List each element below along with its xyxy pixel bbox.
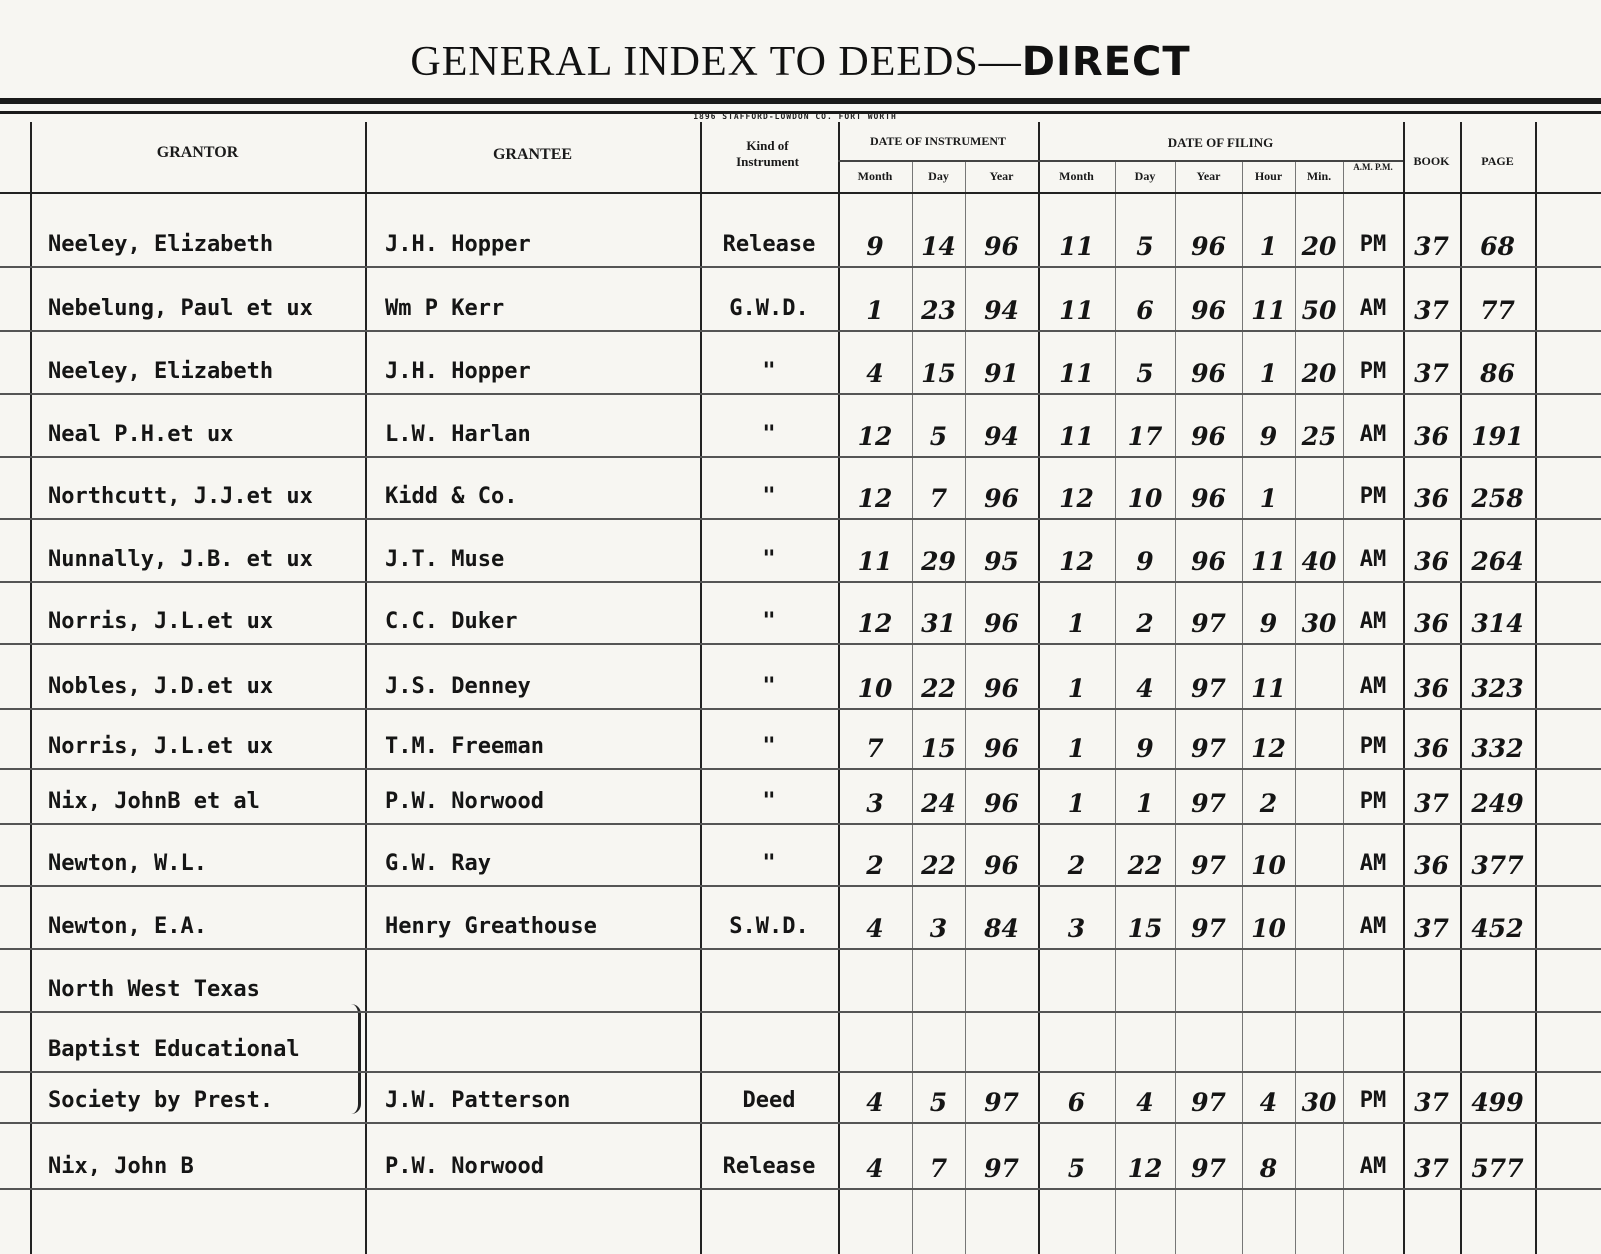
- page-title: [0, 38, 1601, 98]
- filing-month-cell: 1: [1067, 789, 1086, 818]
- instrument-day-cell: 22: [921, 674, 956, 703]
- filing-year-cell: 97: [1191, 674, 1226, 703]
- instrument-month-cell: 10: [857, 674, 893, 703]
- grantee-cell: J.W. Patterson: [385, 1088, 571, 1113]
- row-rule: [0, 1011, 1601, 1013]
- book-cell: 36: [1414, 484, 1449, 513]
- filing-hour-cell: 11: [1251, 296, 1286, 325]
- grantor-cell: North West Texas: [48, 977, 260, 1002]
- page-cell: 323: [1471, 674, 1524, 703]
- am-pm-cell: AM: [1359, 296, 1387, 321]
- instrument-year-cell: 97: [984, 1154, 1019, 1183]
- grantor-cell: Northcutt, J.J.et ux: [48, 484, 313, 509]
- instrument-day-cell: 31: [921, 609, 956, 638]
- kind-cell: ": [762, 674, 776, 699]
- filing-hour-cell: 9: [1259, 609, 1278, 638]
- filing-month-cell: 6: [1067, 1088, 1086, 1117]
- header-subrule: [838, 160, 1403, 162]
- filing-year-cell: 97: [1191, 734, 1226, 763]
- filing-day-cell: 15: [1127, 914, 1163, 943]
- grantee-cell: L.W. Harlan: [385, 422, 531, 447]
- header-rule-thick: [0, 98, 1601, 104]
- book-cell: 36: [1414, 547, 1449, 576]
- book-cell: 36: [1414, 851, 1449, 880]
- grantee-cell: P.W. Norwood: [385, 789, 544, 814]
- grantor-cell: Newton, E.A.: [48, 914, 207, 939]
- filing-hour-cell: 4: [1259, 1088, 1278, 1117]
- page-cell: 191: [1471, 422, 1524, 451]
- kind-cell: Release: [722, 232, 816, 257]
- am-pm-cell: PM: [1359, 232, 1387, 257]
- kind-cell: ": [762, 851, 776, 876]
- instrument-month-cell: 4: [866, 1088, 884, 1117]
- header-page: PAGE: [1481, 154, 1514, 168]
- row-rule: [0, 456, 1601, 458]
- row-rule: [0, 885, 1601, 887]
- filing-day-cell: 9: [1136, 734, 1154, 763]
- grantor-cell: Neal P.H.et ux: [48, 422, 234, 447]
- row-rule: [0, 643, 1601, 645]
- grantor-cell: Neeley, Elizabeth: [48, 232, 274, 257]
- kind-cell: ": [762, 734, 776, 759]
- book-cell: 36: [1414, 422, 1449, 451]
- instrument-month-cell: 4: [866, 359, 884, 388]
- filing-month-cell: 5: [1067, 1154, 1086, 1183]
- filing-year-cell: 97: [1191, 609, 1226, 638]
- grantee-cell: Wm P Kerr: [385, 296, 505, 321]
- page-cell: 264: [1471, 547, 1524, 576]
- filing-day-cell: 1: [1136, 789, 1154, 818]
- filing-month-cell: 2: [1067, 851, 1086, 880]
- row-rule: [0, 518, 1601, 520]
- kind-cell: ": [762, 359, 776, 384]
- book-cell: 37: [1414, 914, 1449, 943]
- filing-year-cell: 96: [1191, 359, 1226, 388]
- filing-hour-cell: 10: [1251, 851, 1286, 880]
- filing-month-cell: 12: [1059, 484, 1094, 513]
- am-pm-cell: AM: [1359, 1154, 1387, 1179]
- kind-cell: S.W.D.: [729, 914, 809, 939]
- filing-year-cell: 97: [1191, 1154, 1226, 1183]
- filing-minute-cell: 20: [1301, 359, 1337, 388]
- header-filing-day: Day: [1134, 169, 1156, 183]
- filing-month-cell: 11: [1059, 359, 1094, 388]
- filing-month-cell: 1: [1067, 609, 1086, 638]
- am-pm-cell: PM: [1359, 359, 1387, 384]
- grantor-brace: [348, 1004, 361, 1114]
- header-hour: Hour: [1254, 169, 1283, 183]
- grantor-cell: Baptist Educational: [48, 1037, 300, 1062]
- row-rule: [0, 266, 1601, 268]
- filing-month-cell: 11: [1059, 232, 1094, 261]
- filing-hour-cell: 12: [1251, 734, 1286, 763]
- grantor-cell: Newton, W.L.: [48, 851, 207, 876]
- instrument-year-cell: 96: [984, 789, 1019, 818]
- grantor-cell: Nebelung, Paul et ux: [48, 296, 313, 321]
- page-cell: 249: [1471, 789, 1524, 818]
- am-pm-cell: AM: [1359, 547, 1387, 572]
- filing-day-cell: 17: [1127, 422, 1163, 451]
- kind-cell: ": [762, 484, 776, 509]
- row-rule: [0, 1188, 1601, 1190]
- grantee-cell: T.M. Freeman: [385, 734, 544, 759]
- instrument-year-cell: 94: [984, 422, 1019, 451]
- filing-month-cell: 11: [1059, 296, 1094, 325]
- filing-minute-cell: 50: [1301, 296, 1337, 325]
- instrument-day-cell: 15: [921, 734, 956, 763]
- header-grantor: GRANTOR: [156, 144, 239, 161]
- grantee-cell: P.W. Norwood: [385, 1154, 544, 1179]
- instrument-day-cell: 5: [929, 422, 948, 451]
- am-pm-cell: PM: [1359, 484, 1387, 509]
- instrument-day-cell: 7: [929, 484, 948, 513]
- instrument-year-cell: 96: [984, 484, 1019, 513]
- kind-cell: ": [762, 609, 776, 634]
- book-cell: 37: [1414, 232, 1449, 261]
- filing-day-cell: 10: [1127, 484, 1163, 513]
- instrument-month-cell: 7: [866, 734, 884, 763]
- instrument-day-cell: 15: [921, 359, 956, 388]
- filing-year-cell: 97: [1191, 789, 1226, 818]
- row-rule: [0, 581, 1601, 583]
- am-pm-cell: AM: [1359, 674, 1387, 699]
- grantor-cell: Norris, J.L.et ux: [48, 609, 274, 634]
- filing-hour-cell: 1: [1259, 484, 1278, 513]
- instrument-day-cell: 5: [929, 1088, 948, 1117]
- header-instrument-year: Year: [989, 169, 1014, 183]
- filing-year-cell: 96: [1191, 232, 1226, 261]
- filing-year-cell: 96: [1191, 422, 1226, 451]
- am-pm-cell: AM: [1359, 851, 1387, 876]
- grantee-cell: Kidd & Co.: [385, 484, 518, 509]
- instrument-month-cell: 12: [857, 609, 893, 638]
- filing-minute-cell: 30: [1301, 1088, 1337, 1117]
- grantee-cell: J.S. Denney: [385, 674, 531, 699]
- book-cell: 37: [1414, 359, 1449, 388]
- row-rule: [0, 393, 1601, 395]
- filing-day-cell: 5: [1136, 359, 1154, 388]
- instrument-year-cell: 96: [984, 734, 1019, 763]
- instrument-year-cell: 94: [984, 296, 1019, 325]
- book-cell: 37: [1414, 1088, 1449, 1117]
- am-pm-cell: PM: [1359, 734, 1387, 759]
- header-filing-month: Month: [1059, 169, 1094, 183]
- filing-day-cell: 9: [1136, 547, 1154, 576]
- filing-day-cell: 5: [1136, 232, 1154, 261]
- book-cell: 36: [1414, 734, 1449, 763]
- kind-cell: Deed: [742, 1088, 796, 1113]
- instrument-day-cell: 7: [929, 1154, 948, 1183]
- header-instrument-month: Month: [857, 169, 893, 183]
- header-date-of-instrument: DATE OF INSTRUMENT: [869, 134, 1006, 148]
- filing-day-cell: 22: [1127, 851, 1163, 880]
- printer-imprint: 1896 STAFFORD-LOWDON CO. FORT WORTH: [693, 112, 897, 121]
- grantee-cell: J.T. Muse: [385, 547, 505, 572]
- grantor-cell: Neeley, Elizabeth: [48, 359, 274, 384]
- filing-year-cell: 96: [1191, 547, 1226, 576]
- filing-month-cell: 11: [1059, 422, 1094, 451]
- filing-day-cell: 12: [1127, 1154, 1163, 1183]
- row-rule: [0, 823, 1601, 825]
- instrument-month-cell: 9: [866, 232, 884, 261]
- page-cell: 77: [1480, 296, 1515, 325]
- filing-day-cell: 4: [1136, 1088, 1154, 1117]
- kind-cell: ": [762, 547, 776, 572]
- header-instrument-day: Day: [928, 169, 949, 183]
- instrument-month-cell: 12: [857, 422, 893, 451]
- grantee-cell: Henry Greathouse: [385, 914, 597, 939]
- row-rule: [0, 948, 1601, 950]
- instrument-year-cell: 95: [984, 547, 1019, 576]
- instrument-day-cell: 29: [921, 547, 956, 576]
- filing-hour-cell: 9: [1259, 422, 1278, 451]
- grantee-cell: J.H. Hopper: [385, 232, 531, 257]
- grantor-cell: Nunnally, J.B. et ux: [48, 547, 313, 572]
- header-minute: Min.: [1306, 169, 1332, 183]
- column-rule: [1535, 122, 1537, 1254]
- instrument-month-cell: 11: [857, 547, 893, 576]
- grantee-cell: J.H. Hopper: [385, 359, 531, 384]
- header-am-pm: A.M. P.M.: [1353, 162, 1393, 172]
- filing-year-cell: 97: [1191, 914, 1226, 943]
- header-book: BOOK: [1413, 154, 1450, 168]
- instrument-year-cell: 96: [984, 232, 1019, 261]
- filing-month-cell: 12: [1059, 547, 1094, 576]
- page-cell: 332: [1471, 734, 1524, 763]
- am-pm-cell: AM: [1359, 914, 1387, 939]
- kind-cell: ": [762, 789, 776, 814]
- page-cell: 377: [1471, 851, 1524, 880]
- filing-month-cell: 3: [1067, 914, 1086, 943]
- filing-hour-cell: 8: [1259, 1154, 1278, 1183]
- page-cell: 258: [1471, 484, 1524, 513]
- instrument-year-cell: 91: [984, 359, 1019, 388]
- instrument-month-cell: 4: [866, 914, 884, 943]
- instrument-day-cell: 3: [929, 914, 948, 943]
- header-date-of-filing: DATE OF FILING: [1167, 135, 1274, 150]
- column-rule: [365, 122, 367, 1254]
- instrument-month-cell: 3: [866, 789, 884, 818]
- page-cell: 499: [1471, 1088, 1524, 1117]
- row-rule: [0, 1122, 1601, 1124]
- header-filing-year: Year: [1196, 169, 1221, 183]
- grantee-cell: G.W. Ray: [385, 851, 491, 876]
- instrument-month-cell: 1: [866, 296, 884, 325]
- grantor-cell: Norris, J.L.et ux: [48, 734, 274, 759]
- page-cell: 314: [1471, 609, 1524, 638]
- filing-day-cell: 2: [1136, 609, 1154, 638]
- instrument-month-cell: 4: [866, 1154, 884, 1183]
- row-rule: [0, 768, 1601, 770]
- am-pm-cell: AM: [1359, 609, 1387, 634]
- row-rule: [0, 708, 1601, 710]
- title-main: GENERAL INDEX TO DEEDS—: [410, 39, 1022, 85]
- grantor-cell: Nobles, J.D.et ux: [48, 674, 274, 699]
- page-cell: 452: [1471, 914, 1524, 943]
- row-rule: [0, 330, 1601, 332]
- filing-month-cell: 1: [1067, 734, 1086, 763]
- filing-hour-cell: 11: [1251, 547, 1286, 576]
- am-pm-cell: AM: [1359, 422, 1387, 447]
- instrument-month-cell: 2: [866, 851, 884, 880]
- page-cell: 86: [1480, 359, 1515, 388]
- grantor-cell: Nix, John B: [48, 1154, 194, 1179]
- filing-minute-cell: 25: [1301, 422, 1337, 451]
- row-rule: [0, 1071, 1601, 1073]
- header-grantee: GRANTEE: [492, 146, 573, 163]
- filing-year-cell: 96: [1191, 296, 1226, 325]
- am-pm-cell: PM: [1359, 789, 1387, 814]
- instrument-month-cell: 12: [857, 484, 893, 513]
- kind-cell: ": [762, 422, 776, 447]
- instrument-year-cell: 96: [984, 674, 1019, 703]
- column-rule: [30, 122, 32, 1254]
- filing-minute-cell: 20: [1301, 232, 1337, 261]
- instrument-day-cell: 23: [921, 296, 956, 325]
- book-cell: 37: [1414, 789, 1449, 818]
- filing-day-cell: 4: [1136, 674, 1154, 703]
- book-cell: 36: [1414, 609, 1449, 638]
- instrument-day-cell: 14: [921, 232, 956, 261]
- filing-hour-cell: 10: [1251, 914, 1286, 943]
- filing-year-cell: 96: [1191, 484, 1226, 513]
- filing-hour-cell: 1: [1259, 359, 1278, 388]
- filing-minute-cell: 30: [1301, 609, 1337, 638]
- book-cell: 37: [1414, 1154, 1449, 1183]
- instrument-year-cell: 96: [984, 609, 1019, 638]
- instrument-year-cell: 97: [984, 1088, 1019, 1117]
- filing-hour-cell: 2: [1259, 789, 1278, 818]
- header-bottom-rule: [0, 192, 1601, 194]
- header-kind-of-instrument: Kind of Instrument: [736, 138, 799, 169]
- filing-year-cell: 97: [1191, 851, 1226, 880]
- am-pm-cell: PM: [1359, 1088, 1387, 1113]
- book-cell: 36: [1414, 674, 1449, 703]
- instrument-day-cell: 24: [921, 789, 956, 818]
- kind-cell: G.W.D.: [729, 296, 809, 321]
- page-cell: 577: [1471, 1154, 1524, 1183]
- instrument-year-cell: 84: [984, 914, 1019, 943]
- filing-minute-cell: 40: [1301, 547, 1337, 576]
- grantor-cell: Nix, JohnB et al: [48, 789, 260, 814]
- filing-day-cell: 6: [1136, 296, 1154, 325]
- title-direct: DIRECT: [1021, 39, 1191, 85]
- filing-hour-cell: 1: [1259, 232, 1278, 261]
- instrument-year-cell: 96: [984, 851, 1019, 880]
- grantor-cell: Society by Prest.: [48, 1088, 274, 1113]
- grantee-cell: C.C. Duker: [385, 609, 518, 634]
- instrument-day-cell: 22: [921, 851, 956, 880]
- kind-cell: Release: [722, 1154, 816, 1179]
- book-cell: 37: [1414, 296, 1449, 325]
- page-cell: 68: [1480, 232, 1515, 261]
- filing-hour-cell: 11: [1251, 674, 1286, 703]
- filing-year-cell: 97: [1191, 1088, 1226, 1117]
- filing-month-cell: 1: [1067, 674, 1086, 703]
